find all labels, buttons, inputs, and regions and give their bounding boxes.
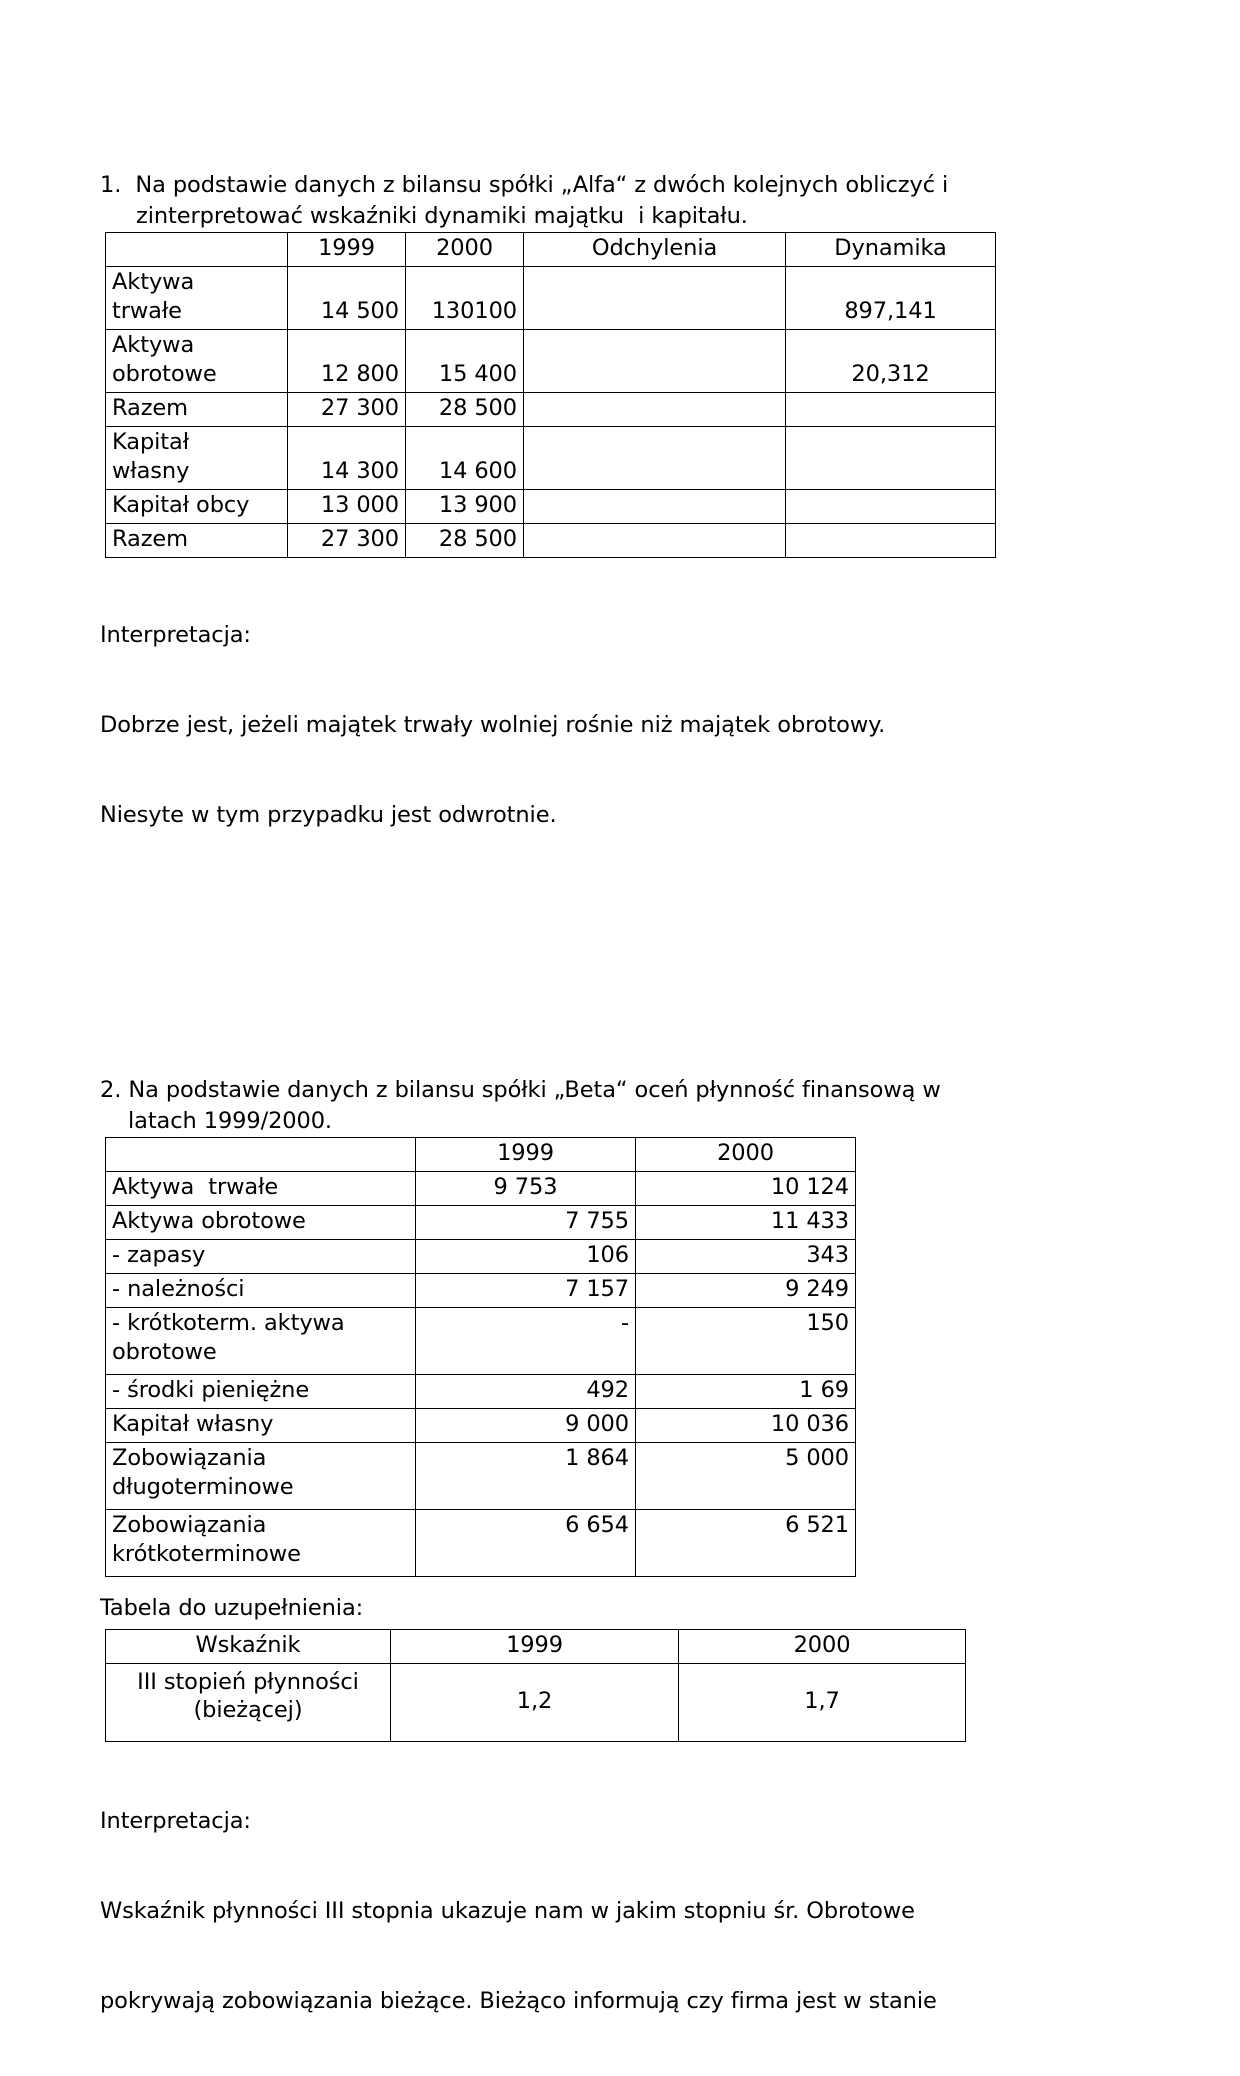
- cell-1999: 27 300: [288, 393, 406, 427]
- cell-1999: 106: [416, 1240, 636, 1274]
- cell-1999: 6 654: [416, 1510, 636, 1577]
- row-label: [106, 267, 288, 330]
- cell-2000: 15 400: [406, 330, 524, 393]
- row-label-line-2: własny: [112, 458, 190, 484]
- cell-dynamika: 20,312: [786, 330, 996, 393]
- cell-2000: 28 500: [406, 393, 524, 427]
- fill-table-caption: Tabela do uzupełnienia:: [100, 1595, 364, 1621]
- cell-odchylenia: [524, 490, 786, 524]
- col-header-1999: 1999: [416, 1138, 636, 1172]
- row-label: - zapasy: [106, 1240, 416, 1274]
- col-header-odchylenia: Odchylenia: [524, 233, 786, 267]
- cell-2000: 1 69: [636, 1375, 856, 1409]
- cell-1999: 9 753: [416, 1172, 636, 1206]
- row-label: Razem: [106, 393, 288, 427]
- col-header-blank: [106, 1138, 416, 1172]
- ratios-table: [105, 1629, 966, 1742]
- cell-2000: 6 521: [636, 1510, 856, 1577]
- row-label-line-2: obrotowe: [112, 361, 217, 387]
- cell-2000: 14 600: [406, 427, 524, 490]
- table-row: [106, 1664, 966, 1742]
- row-label: [106, 1443, 416, 1510]
- cell-1999: 13 000: [288, 490, 406, 524]
- exercise-2-interpretation: [100, 1746, 1140, 2076]
- cell-odchylenia: [524, 393, 786, 427]
- row-label-line-1: Zobowiązania: [112, 1512, 267, 1538]
- section-spacer: [100, 890, 1140, 1075]
- cell-2000: 10 036: [636, 1409, 856, 1443]
- col-header-wskaznik: Wskaźnik: [106, 1630, 391, 1664]
- row-label: - środki pieniężne: [106, 1375, 416, 1409]
- cell-2000: 28 500: [406, 524, 524, 558]
- exercise-1-number: 1.: [100, 172, 122, 198]
- row-label-line-1: III stopień płynności: [137, 1669, 359, 1695]
- table-row: [106, 1172, 856, 1206]
- table-row: [106, 330, 996, 393]
- cell-2000: 1,7: [679, 1664, 966, 1742]
- table-row: [106, 427, 996, 490]
- table-header-row: [106, 233, 996, 267]
- row-label-line-1: Kapitał: [112, 429, 189, 455]
- exercise-2-text-1: Na podstawie danych z bilansu spółki „Beta“ oceń płynność finansową w: [128, 1077, 941, 1103]
- table-header-row: [106, 1630, 966, 1664]
- table-row: [106, 1409, 856, 1443]
- col-header-2000: 2000: [406, 233, 524, 267]
- row-label-line-2: obrotowe: [112, 1339, 217, 1365]
- interpretation-heading: Interpretacja:: [100, 622, 251, 648]
- row-label-line-1: - krótkoterm. aktywa: [112, 1310, 345, 1336]
- exercise-1-text-1: Na podstawie danych z bilansu spółki „Alfa“ z dwóch kolejnych obliczyć i: [135, 172, 949, 198]
- row-label-line-2: (bieżącej): [193, 1697, 303, 1723]
- table-row: [106, 1274, 856, 1308]
- cell-2000: 9 249: [636, 1274, 856, 1308]
- col-header-1999: 1999: [391, 1630, 679, 1664]
- row-label: [106, 427, 288, 490]
- cell-dynamika: [786, 393, 996, 427]
- exercise-1-interpretation: [100, 560, 1140, 890]
- row-label: Aktywa trwałe: [106, 1172, 416, 1206]
- cell-1999: 14 300: [288, 427, 406, 490]
- table-row: [106, 1308, 856, 1375]
- cell-1999: 1,2: [391, 1664, 679, 1742]
- exercise-2-line-1: [100, 1075, 1140, 1106]
- table-row: [106, 393, 996, 427]
- cell-odchylenia: [524, 330, 786, 393]
- cell-1999: 12 800: [288, 330, 406, 393]
- table-header-row: [106, 1138, 856, 1172]
- exercise-2-number: 2.: [100, 1077, 122, 1103]
- cell-odchylenia: [524, 524, 786, 558]
- cell-dynamika: [786, 524, 996, 558]
- col-header-dynamika: Dynamika: [786, 233, 996, 267]
- table-row: [106, 1240, 856, 1274]
- row-label-line-2: krótkoterminowe: [112, 1541, 301, 1567]
- cell-2000: 150: [636, 1308, 856, 1375]
- table-row: [106, 1375, 856, 1409]
- cell-dynamika: 897,141: [786, 267, 996, 330]
- cell-2000: 343: [636, 1240, 856, 1274]
- table-row: [106, 1443, 856, 1510]
- cell-1999: 7 157: [416, 1274, 636, 1308]
- row-label-line-1: Aktywa: [112, 332, 195, 358]
- cell-dynamika: [786, 490, 996, 524]
- interpretation-line-2: Niesyte w tym przypadku jest odwrotnie.: [100, 802, 557, 828]
- cell-1999: 492: [416, 1375, 636, 1409]
- col-header-blank: [106, 233, 288, 267]
- cell-1999: -: [416, 1308, 636, 1375]
- row-label: [106, 1308, 416, 1375]
- row-label: [106, 330, 288, 393]
- exercise-2-question: [100, 1075, 1140, 1137]
- col-header-2000: 2000: [679, 1630, 966, 1664]
- cell-2000: 13 900: [406, 490, 524, 524]
- liquidity-table: [105, 1137, 856, 1577]
- row-label-line-2: długoterminowe: [112, 1474, 294, 1500]
- interpretation-line-1: Dobrze jest, jeżeli majątek trwały wolniej rośnie niż majątek obrotowy.: [100, 712, 886, 738]
- table-row: [106, 1206, 856, 1240]
- row-label: Kapitał obcy: [106, 490, 288, 524]
- row-label: - należności: [106, 1274, 416, 1308]
- row-label: [106, 1664, 391, 1742]
- interpretation-line-1: Wskaźnik płynności III stopnia ukazuje nam w jakim stopniu śr. Obrotowe: [100, 1898, 915, 1924]
- interpretation-line-2: pokrywają zobowiązania bieżące. Bieżąco informują czy firma jest w stanie: [100, 1988, 937, 2014]
- cell-1999: 14 500: [288, 267, 406, 330]
- exercise-1-text-2: zinterpretować wskaźniki dynamiki majątku i kapitału.: [136, 203, 748, 229]
- row-label: [106, 1510, 416, 1577]
- exercise-1-line-1: [100, 170, 1140, 201]
- cell-1999: 27 300: [288, 524, 406, 558]
- table-row: [106, 267, 996, 330]
- cell-odchylenia: [524, 427, 786, 490]
- table-row: [106, 1510, 856, 1577]
- exercise-1-question: [100, 170, 1140, 232]
- cell-1999: 1 864: [416, 1443, 636, 1510]
- row-label-line-1: Zobowiązania: [112, 1445, 267, 1471]
- row-label-line-1: Aktywa: [112, 269, 195, 295]
- dynamics-table: [105, 232, 996, 558]
- exercise-2-text-2: latach 1999/2000.: [128, 1108, 332, 1134]
- col-header-1999: 1999: [288, 233, 406, 267]
- col-header-2000: 2000: [636, 1138, 856, 1172]
- cell-dynamika: [786, 427, 996, 490]
- cell-2000: 10 124: [636, 1172, 856, 1206]
- row-label: Kapitał własny: [106, 1409, 416, 1443]
- row-label: Razem: [106, 524, 288, 558]
- table-row: [106, 524, 996, 558]
- table-row: [106, 490, 996, 524]
- row-label: Aktywa obrotowe: [106, 1206, 416, 1240]
- interpretation-heading: Interpretacja:: [100, 1808, 251, 1834]
- cell-2000: 5 000: [636, 1443, 856, 1510]
- cell-2000: 11 433: [636, 1206, 856, 1240]
- cell-1999: 9 000: [416, 1409, 636, 1443]
- cell-1999: 7 755: [416, 1206, 636, 1240]
- cell-2000: 130100: [406, 267, 524, 330]
- cell-odchylenia: [524, 267, 786, 330]
- row-label-line-2: trwałe: [112, 298, 182, 324]
